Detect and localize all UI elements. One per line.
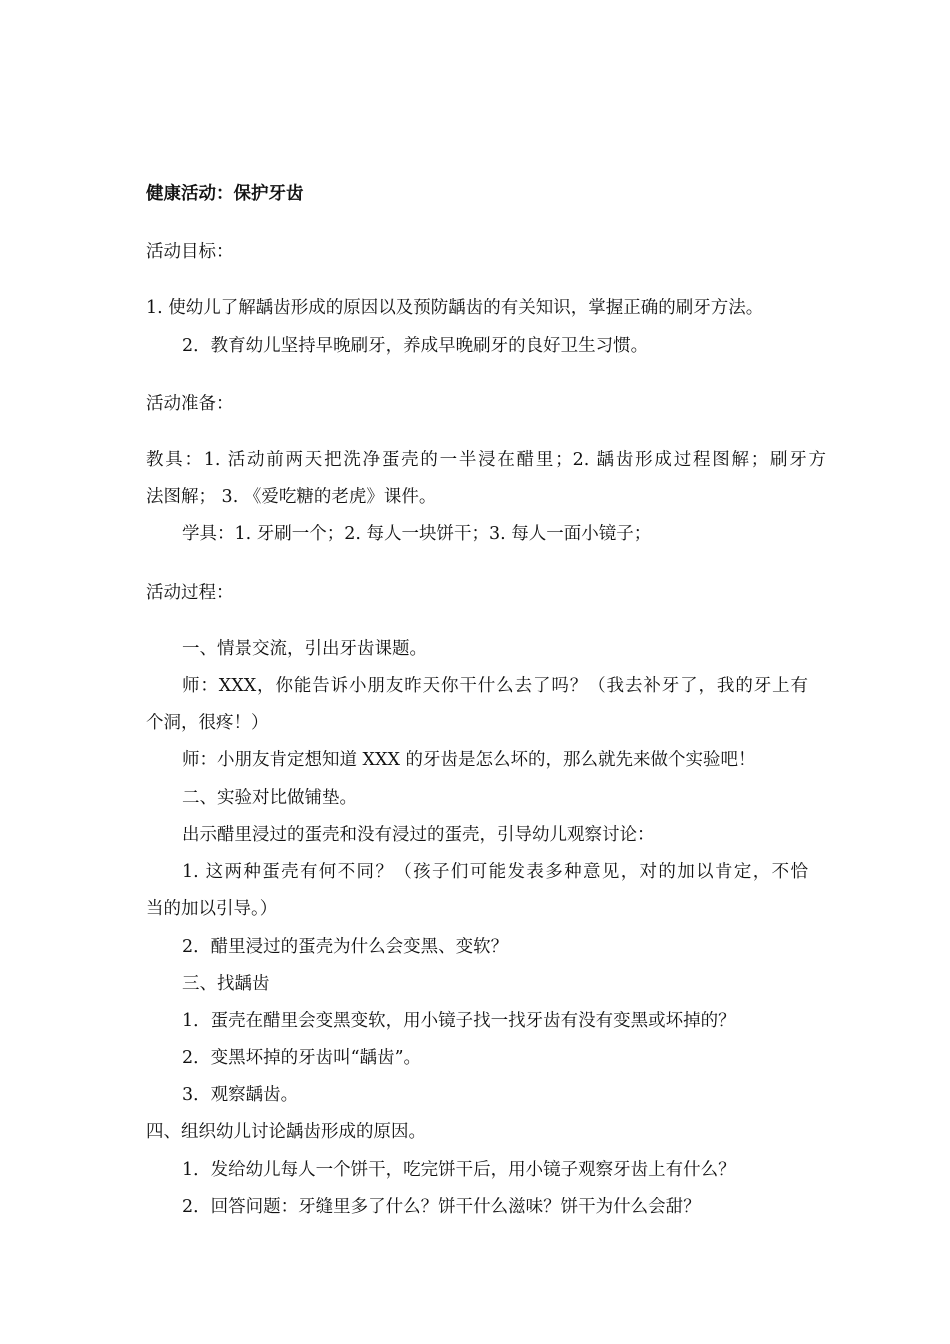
dialog-1-line-1: 师：XXX，你能告诉小朋友昨天你干什么去了吗？（我去补牙了，我的牙上有 (182, 676, 808, 696)
step-2-heading: 二、实验对比做铺垫。 (182, 788, 357, 808)
process-heading: 活动过程： (146, 583, 234, 603)
goal-item-1: 1. 使幼儿了解龋齿形成的原因以及预防龋齿的有关知识，掌握正确的刷牙方法。 (146, 298, 764, 318)
goal-item-2: 2．教育幼儿坚持早晚刷牙，养成早晚刷牙的良好卫生习惯。 (182, 336, 649, 356)
step-1-heading: 一、情景交流，引出牙齿课题。 (182, 639, 427, 659)
step-3-heading: 三、找龋齿 (182, 974, 270, 994)
dialog-1-line-2: 个洞，很疼！） (146, 713, 269, 733)
prep-teacher-line-2: 法图解； 3. 《爱吃糖的老虎》课件。 (146, 487, 437, 507)
question-1-line-2: 当的加以引导。） (146, 899, 278, 919)
step-2-description: 出示醋里浸过的蛋壳和没有浸过的蛋壳，引导幼儿观察讨论： (182, 825, 655, 845)
step-3-item-2: 2．变黑坏掉的牙齿叫“龋齿”。 (182, 1048, 422, 1068)
dialog-2: 师：小朋友肯定想知道 XXX 的牙齿是怎么坏的，那么就先来做个实验吧！ (182, 750, 756, 770)
question-2: 2．醋里浸过的蛋壳为什么会变黑、变软？ (182, 937, 509, 957)
step-3-item-1: 1．蛋壳在醋里会变黑变软，用小镜子找一找牙齿有没有变黑或坏掉的？ (182, 1011, 736, 1031)
prep-teacher-line-1: 教具：1. 活动前两天把洗净蛋壳的一半浸在醋里；2. 龋齿形成过程图解；刷牙方 (146, 450, 826, 470)
prep-student: 学具：1. 牙刷一个；2. 每人一块饼干；3. 每人一面小镜子； (182, 524, 652, 544)
goal-heading: 活动目标： (146, 242, 234, 262)
step-3-item-3: 3．观察龋齿。 (182, 1085, 299, 1105)
step-4-item-2: 2．回答问题：牙缝里多了什么？饼干什么滋味？饼干为什么会甜？ (182, 1197, 701, 1217)
step-4-item-1: 1．发给幼儿每人一个饼干，吃完饼干后，用小镜子观察牙齿上有什么？ (182, 1160, 736, 1180)
prep-heading: 活动准备： (146, 394, 234, 414)
page-title: 健康活动：保护牙齿 (146, 184, 304, 204)
step-4-heading: 四、组织幼儿讨论龋齿形成的原因。 (146, 1122, 426, 1142)
question-1-line-1: 1. 这两种蛋壳有何不同？（孩子们可能发表多种意见，对的加以肯定，不恰 (182, 862, 808, 882)
